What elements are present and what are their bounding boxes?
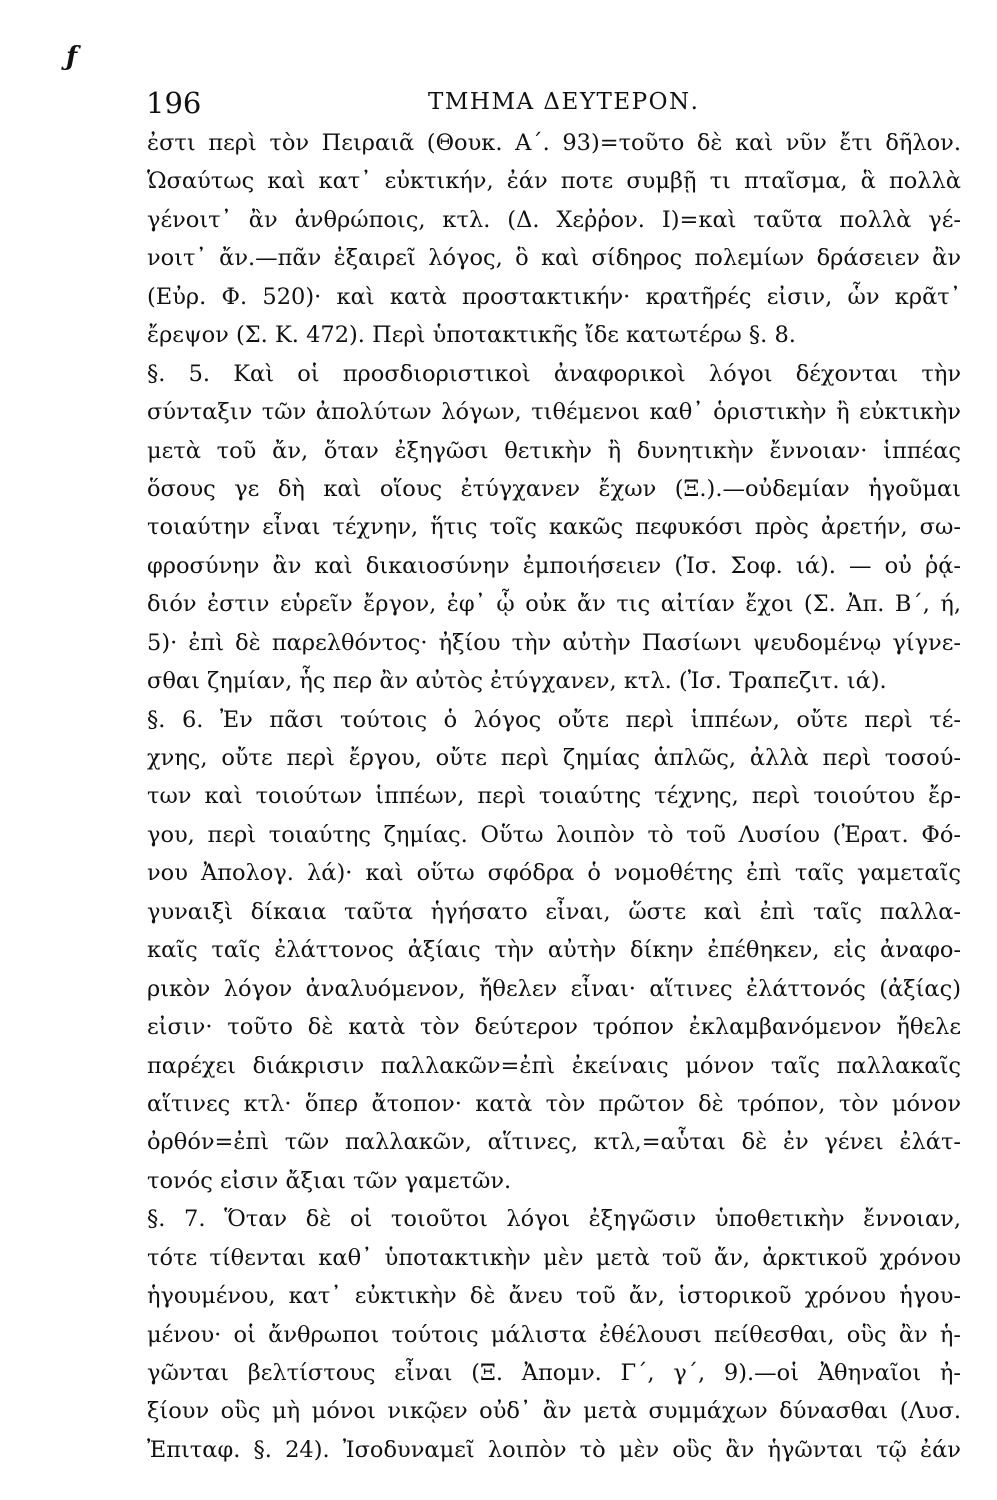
text-line: τότε τίθενται καθ᾽ ὑποτακτικὴν μὲν μετὰ τοῦ ἄν, ἀρκτικοῦ χρόνου <box>147 1244 961 1271</box>
text-line: νου Ἀπολογ. λά)· καὶ οὕτω σφόδρα ὁ νομοθέτης ἐπὶ ταῖς γαμεταῖς <box>147 860 961 887</box>
running-head: ΤΜΗΜΑ ΔΕΥΤΕΡΟΝ. <box>428 89 700 115</box>
text-line: §. 5. Καὶ οἱ προσδιοριστικοὶ ἀναφορικοὶ λόγοι δέχονται τὴν <box>147 360 961 387</box>
text-line: ὅσους γε δὴ καὶ οἵους ἐτύγχανεν ἔχων (Ξ.).—οὐδεμίαν ἡγοῦμαι <box>147 475 961 502</box>
text-line: 5)· ἐπὶ δὲ παρελθόντος· ἠξίου τὴν αὐτὴν Πασίωνι ψευδομένῳ γίγνε- <box>147 629 961 656</box>
text-line: γένοιτ᾽ ἂν ἀνθρώποις, κτλ. (Δ. Χεῤῥον. Ι)=καὶ ταῦτα πολλὰ γέ- <box>147 206 961 233</box>
text-line: ξίουν οὓς μὴ μόνοι νικῷεν οὐδ᾽ ἂν μετὰ συμμάχων δύνασθαι (Λυσ. <box>147 1398 961 1425</box>
text-line: ρικὸν λόγον ἀναλυόμενον, ἤθελεν εἶναι· αἵτινες ἐλάττονός (ἀξίας) <box>147 975 961 1002</box>
text-line: εἰσιν· τοῦτο δὲ κατὰ τὸν δεύτερον τρόπον ἐκλαμβανόμενον ἤθελε <box>147 1014 961 1041</box>
body-text <box>147 124 961 1469</box>
text-line: Ὡσαύτως καὶ κατ᾽ εὐκτικήν, ἐάν ποτε συμβῇ τι πταῖσμα, ἃ πολλὰ <box>147 168 961 195</box>
text-line: καῖς ταῖς ἐλάττονος ἀξίαις τὴν αὐτὴν δίκην ἐπέθηκεν, εἰς ἀναφο- <box>147 937 961 964</box>
text-line: γῶνται βελτίστους εἶναι (Ξ. Ἀπομν. Γ΄, γ΄, 9).—οἱ Ἀθηναῖοι ἠ- <box>147 1360 961 1386</box>
page-number: 196 <box>146 86 202 120</box>
text-line: σθαι ζημίαν, ἧς περ ἂν αὐτὸς ἐτύγχανεν, κτλ. (Ἰσ. Τραπεζιτ. ιά). <box>147 668 887 695</box>
text-line: ἔρεψον (Σ. Κ. 472). Περὶ ὑποτακτικῆς ἴδε κατωτέρω §. 8. <box>147 322 796 349</box>
text-line: φροσύνην ἂν καὶ δικαιοσύνην ἐμποιήσειεν (Ἰσ. Σοφ. ιά). — οὐ ῥᾴ- <box>147 552 961 579</box>
text-line: γυναιξὶ δίκαια ταῦτα ἡγήσατο εἶναι, ὥστε καὶ ἐπὶ ταῖς παλλα- <box>147 898 961 925</box>
text-line: μένου· οἱ ἄνθρωποι τούτοις μάλιστα ἐθέλουσι πείθεσθαι, οὓς ἂν ἡ- <box>147 1321 961 1348</box>
text-line: παρέχει διάκρισιν παλλακῶν=ἐπὶ ἐκείναις μόνον ταῖς παλλακαῖς <box>147 1052 961 1079</box>
text-line: τονός εἰσιν ἄξιαι τῶν γαμετῶν. <box>147 1167 512 1194</box>
text-line: Ἐπιταφ. §. 24). Ἰσοδυναμεῖ λοιπὸν τὸ μὲν οὓς ἂν ἡγῶνται τῷ ἐάν <box>147 1436 961 1463</box>
margin-mark: ƒ <box>66 42 78 72</box>
text-line: ἡγουμένου, κατ᾽ εὐκτικὴν δὲ ἄνευ τοῦ ἄν, ἱστορικοῦ χρόνου ἡγου- <box>147 1283 961 1310</box>
text-line: χνης, οὔτε περὶ ἔργου, οὔτε περὶ ζημίας ἁπλῶς, ἀλλὰ περὶ τοσού- <box>147 745 961 771</box>
text-line: §. 6. Ἐν πᾶσι τούτοις ὁ λόγος οὔτε περὶ ἱππέων, οὔτε περὶ τέ- <box>147 706 961 733</box>
text-line: διόν ἐστιν εὑρεῖν ἔργον, ἐφ᾽ ᾧ οὐκ ἄν τις αἰτίαν ἔχοι (Σ. Ἀπ. Β΄, ή, <box>147 591 961 618</box>
text-line: αἵτινες κτλ· ὅπερ ἄτοπον· κατὰ τὸν πρῶτον δὲ τρόπον, τὸν μόνον <box>147 1090 961 1117</box>
text-line: ὀρθόν=ἐπὶ τῶν παλλακῶν, αἵτινες, κτλ,=αὗται δὲ ἐν γένει ἐλάτ- <box>147 1129 961 1156</box>
text-line: νοιτ᾽ ἄν.—πᾶν ἐξαιρεῖ λόγος, ὃ καὶ σίδηρος πολεμίων δράσειεν ἂν <box>147 245 961 272</box>
text-line: §. 7. Ὅταν δὲ οἱ τοιοῦτοι λόγοι ἐξηγῶσιν ὑποθετικὴν ἔννοιαν, <box>147 1206 961 1233</box>
text-line: τοιαύτην εἶναι τέχνην, ἥτις τοῖς κακῶς πεφυκόσι πρὸς ἀρετήν, σω- <box>147 514 961 541</box>
text-line: ἐστι περὶ τὸν Πειραιᾶ (Θουκ. Α΄. 93)=τοῦτο δὲ καὶ νῦν ἔτι δῆλον. <box>147 130 961 156</box>
text-line: σύνταξιν τῶν ἀπολύτων λόγων, τιθέμενοι καθ᾽ ὁριστικὴν ἢ εὐκτικὴν <box>147 399 961 426</box>
text-line: μετὰ τοῦ ἄν, ὅταν ἐξηγῶσι θετικὴν ἢ δυνητικὴν ἔννοιαν· ἱππέας <box>147 437 961 464</box>
text-line: γου, περὶ τοιαύτης ζημίας. Οὕτω λοιπὸν τὸ τοῦ Λυσίου (Ἐρατ. Φό- <box>147 821 961 848</box>
text-line: των καὶ τοιούτων ἱππέων, περὶ τοιαύτης τέχνης, περὶ τοιούτου ἔρ- <box>147 783 961 810</box>
text-line: (Εὐρ. Φ. 520)· καὶ κατὰ προστακτικήν· κρατῆρές εἰσιν, ὧν κρᾶτ᾽ <box>147 283 961 310</box>
